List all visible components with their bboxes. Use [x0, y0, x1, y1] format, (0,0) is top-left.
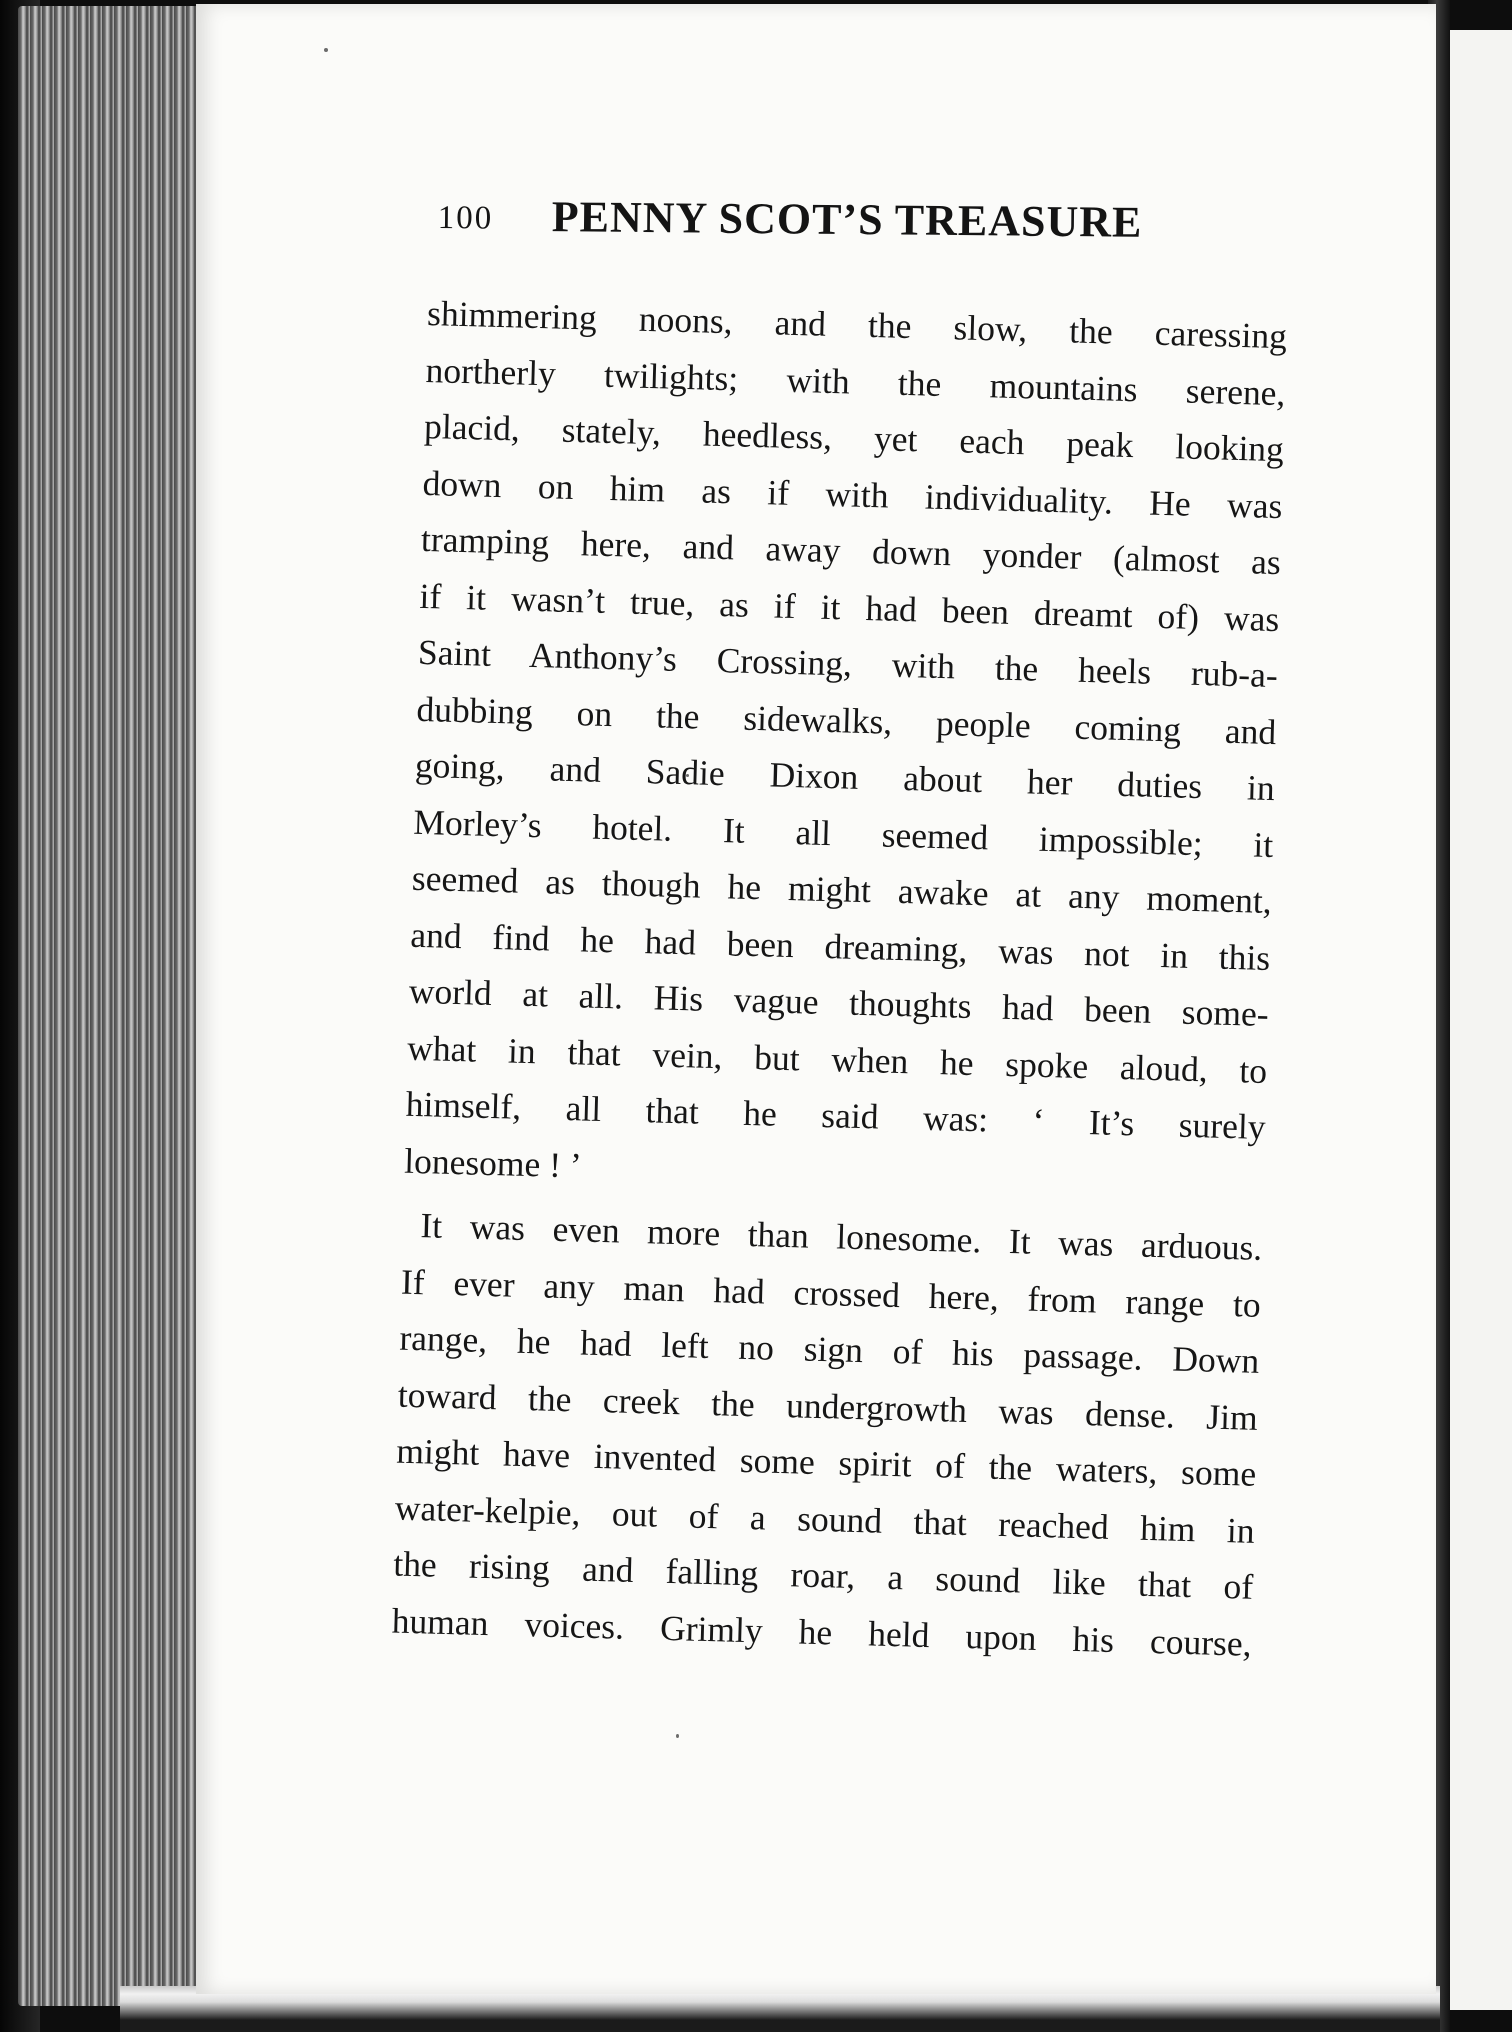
text-line: if it wasn’t true, as if it had been dreamt of) was: [419, 575, 1280, 639]
text-line: the rising and falling roar, a sound like that of: [392, 1543, 1254, 1607]
text-line: going, and Sadie Dixon about her duties in: [414, 744, 1276, 809]
paper-speck: [324, 48, 328, 52]
text-line: toward the creek the undergrowth was dense. Jim: [397, 1374, 1259, 1438]
text-line: down on him as if with individuality. He was: [422, 462, 1283, 526]
text-line: and find he had been dreaming, was not in this: [409, 914, 1271, 978]
page-number: 100: [437, 199, 494, 237]
paragraph: [404, 285, 1288, 1212]
text-line: water-kelpie, out of a sound that reached him in: [394, 1487, 1256, 1551]
text-line: himself, all that he said was: ‘ It’s surely: [405, 1083, 1267, 1147]
text-line: world at all. His vague thoughts had been some-: [408, 970, 1270, 1034]
text-line: what in that vein, but when he spoke aloud, to: [406, 1027, 1268, 1091]
text-line: might have invented some spirit of the waters, some: [395, 1430, 1257, 1494]
text-line: tramping here, and away down yonder (almost as: [420, 518, 1282, 583]
paper-speck: [676, 1734, 679, 1738]
facing-page-sliver: [1450, 30, 1512, 2010]
text-line: placid, stately, heedless, yet each peak looking: [423, 405, 1285, 470]
page-stack-edges: [18, 6, 208, 2006]
body-text: [391, 285, 1288, 1672]
text-line: human voices. Grimly he held upon his course,: [391, 1600, 1253, 1664]
text-line: Morley’s hotel. It all seemed impossible; it: [412, 801, 1274, 865]
text-line: shimmering noons, and the slow, the caressing: [426, 292, 1288, 357]
text-line: seemed as though he might awake at any moment,: [411, 857, 1273, 922]
text-line: It was even more than lonesome. It was arduous.: [420, 1205, 1263, 1268]
text-line: range, he had left no sign of his passage. Down: [398, 1317, 1260, 1381]
text-line: If ever any man had crossed here, from range to: [400, 1261, 1262, 1325]
paragraph: [391, 1197, 1263, 1672]
text-line: dubbing on the sidewalks, people coming and: [416, 688, 1277, 752]
text-line: lonesome ! ’: [403, 1140, 583, 1185]
text-line: northerly twilights; with the mountains serene,: [425, 349, 1286, 413]
book-title: PENNY SCOT’S TREASURE: [551, 192, 1143, 247]
running-head: [437, 190, 1238, 268]
text-line: Saint Anthony’s Crossing, with the heels rub-a-: [417, 631, 1279, 696]
